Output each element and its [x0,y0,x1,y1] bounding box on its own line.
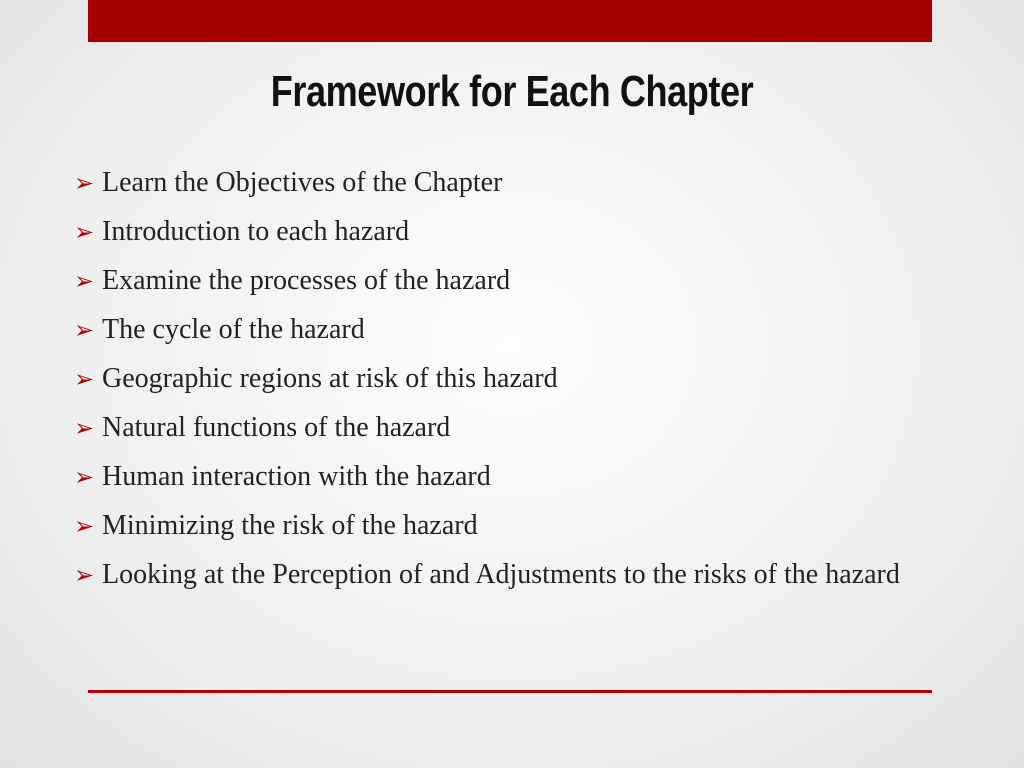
arrow-right-icon: ➢ [74,218,95,246]
bullet-text: Human interaction with the hazard [102,461,491,492]
arrow-right-icon: ➢ [74,267,95,295]
bullet-text: Examine the processes of the hazard [102,265,511,296]
bullet-item [74,213,944,251]
arrow-right-icon: ➢ [74,414,95,442]
top-accent-bar [88,0,932,42]
bullet-text: The cycle of the hazard [102,314,365,345]
bullet-item [74,164,944,202]
bullet-text: Introduction to each hazard [102,216,410,247]
arrow-right-icon: ➢ [74,561,95,589]
bullet-item [74,262,944,300]
arrow-right-icon: ➢ [74,512,95,540]
bullet-text: Minimizing the risk of the hazard [102,510,478,541]
arrow-right-icon: ➢ [74,463,95,491]
arrow-right-icon: ➢ [74,365,95,393]
bullet-item [74,360,944,398]
bullet-item [74,507,944,545]
bullet-text: Learn the Objectives of the Chapter [102,167,503,198]
arrow-right-icon: ➢ [74,169,95,197]
bullet-list [74,164,944,605]
bullet-text: Natural functions of the hazard [102,412,451,443]
bullet-text: Geographic regions at risk of this hazard [102,363,558,394]
bullet-item [74,311,944,349]
arrow-right-icon: ➢ [74,316,95,344]
bullet-item [74,409,944,447]
bottom-divider [88,690,932,693]
bullet-item [74,556,944,594]
slide-title: Framework for Each Chapter [270,67,754,116]
bullet-text: Looking at the Perception of and Adjustments to the risks of the hazard [102,559,900,590]
bullet-item [74,458,944,496]
